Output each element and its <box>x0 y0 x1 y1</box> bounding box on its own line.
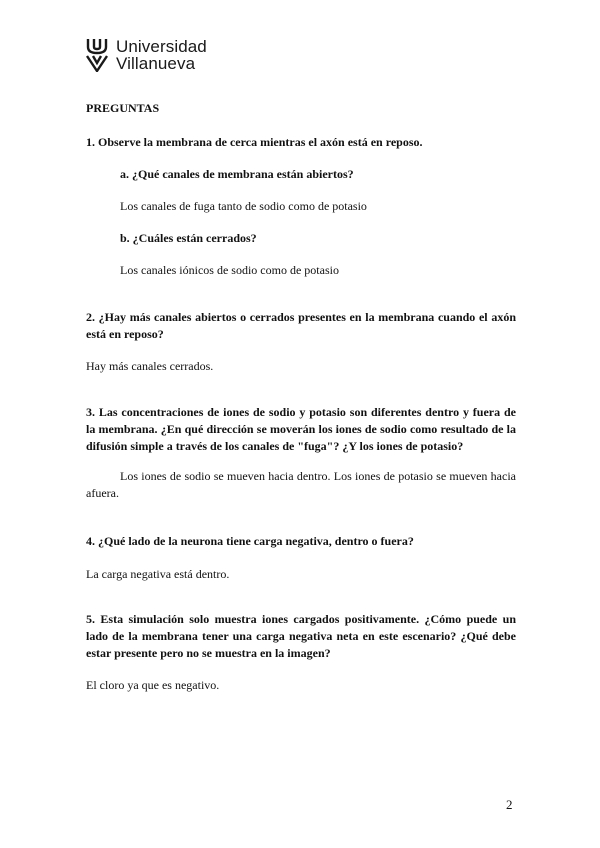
question-2: 2. ¿Hay más canales abiertos o cerrados presentes en la membrana cuando el axón está en reposo? <box>86 310 516 341</box>
answer-1a: Los canales de fuga tanto de sodio como de potasio <box>120 199 367 213</box>
university-logo-icon <box>86 38 108 72</box>
logo-line-2: Villanueva <box>116 54 196 73</box>
answer-2: Hay más canales cerrados. <box>86 359 214 373</box>
logo-text <box>116 38 207 72</box>
university-logo <box>86 38 207 72</box>
answer-5: El cloro ya que es negativo. <box>86 678 220 692</box>
section-title: PREGUNTAS <box>86 101 160 115</box>
answer-4: La carga negativa está dentro. <box>86 567 230 581</box>
question-1a: a. ¿Qué canales de membrana están abiertos? <box>120 167 354 181</box>
question-1b: b. ¿Cuáles están cerrados? <box>120 231 257 245</box>
question-1: 1. Observe la membrana de cerca mientras el axón está en reposo. <box>86 135 423 149</box>
page-number: 2 <box>506 797 513 812</box>
answer-1b: Los canales iónicos de sodio como de potasio <box>120 263 339 277</box>
logo-line-1: Universidad <box>116 37 207 56</box>
answer-3: Los iones de sodio se mueven hacia dentro. Los iones de potasio se mueven hacia afuera. <box>86 469 516 500</box>
question-5: 5. Esta simulación solo muestra iones cargados positivamente. ¿Cómo puede un lado de la membrana tener una carga negativa neta en este escenario? ¿Qué debe estar presente pero no se muestra en la imagen? <box>86 612 516 660</box>
question-4: 4. ¿Qué lado de la neurona tiene carga negativa, dentro o fuera? <box>86 534 414 548</box>
question-3: 3. Las concentraciones de iones de sodio y potasio son diferentes dentro y fuera de la membrana. ¿En qué dirección se moverán los iones de sodio como resultado de la difusión simple a través de los canales de "fuga"? ¿Y los iones de potasio? <box>86 405 516 453</box>
